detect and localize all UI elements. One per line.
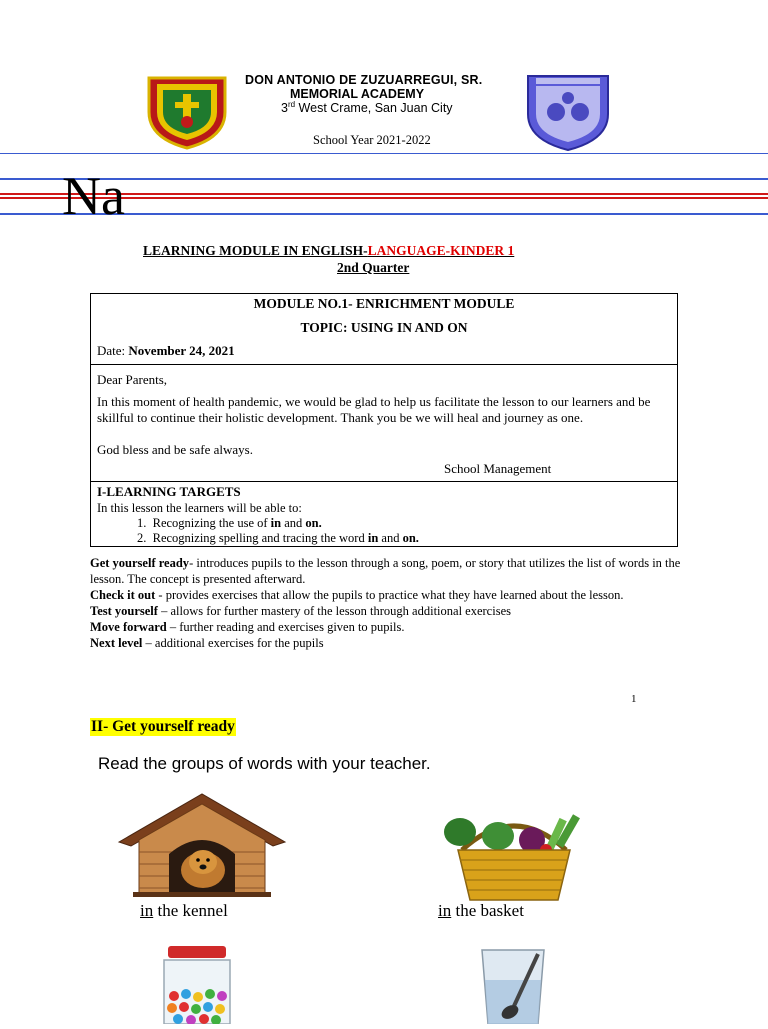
target-item-2: 2. Recognizing spelling and tracing the word in and on. — [137, 531, 419, 545]
school-name-line1: DON ANTONIO DE ZUZUARREGUI, SR. — [245, 73, 483, 87]
letter-signature: School Management — [444, 461, 552, 476]
vegetables-in-basket-icon — [440, 806, 588, 904]
desc-test-yourself: Test yourself – allows for further mastery of the lesson through additional exercises — [90, 604, 511, 618]
section2-instruction: Read the groups of words with your teacher. — [98, 754, 431, 773]
module-date: Date: November 24, 2021 — [97, 343, 235, 358]
letter-greeting: Dear Parents, — [97, 372, 168, 387]
name-label: Na — [62, 166, 125, 226]
module-info-box — [90, 293, 678, 365]
academy-seal-logo — [524, 72, 612, 152]
module-number: MODULE NO.1- ENRICHMENT MODULE — [253, 296, 515, 311]
candy-jar-icon — [158, 944, 236, 1024]
school-address: 3rd West Crame, San Juan City — [281, 100, 453, 116]
top-rule — [0, 153, 768, 154]
dog-in-kennel-icon — [113, 790, 291, 900]
spoon-in-glass-icon — [478, 946, 548, 1024]
desc-get-ready: Get yourself ready- introduces pupils to the lesson through a song, poem, or story that utilizes the list of words in the lesson. The concept is presented afterward. — [90, 556, 681, 586]
school-year: School Year 2021-2022 — [313, 133, 431, 147]
label-in-the-basket: in the basket — [438, 901, 524, 920]
desc-check-it-out: Check it out - provides exercises that allow the pupils to practice what they have learned about the lesson. — [90, 588, 624, 602]
module-title: LEARNING MODULE IN ENGLISH-LANGUAGE-KINDER 1 — [143, 243, 515, 258]
school-name-line2: MEMORIAL ACADEMY — [290, 87, 425, 101]
page-number: 1 — [631, 693, 637, 705]
desc-next-level: Next level – additional exercises for the pupils — [90, 636, 324, 650]
targets-heading: I-LEARNING TARGETS — [97, 484, 241, 499]
school-seal-logo — [143, 72, 231, 150]
letter-body: In this moment of health pandemic, we would be glad to help us facilitate the lesson to our learners and be skillful to continue their holistic development. Thank you be we will heal and journey as one. — [97, 394, 651, 425]
learning-targets-box — [90, 481, 678, 547]
targets-intro: In this lesson the learners will be able to: — [97, 501, 302, 515]
section-descriptions — [90, 555, 690, 651]
section2-heading: II- Get yourself ready — [91, 718, 235, 735]
parent-letter-box — [90, 364, 678, 482]
letter-closing: God bless and be safe always. — [97, 442, 253, 457]
label-in-the-kennel: in the kennel — [140, 901, 228, 920]
quarter-label: 2nd Quarter — [337, 260, 410, 275]
desc-move-forward: Move forward – further reading and exercises given to pupils. — [90, 620, 405, 634]
module-topic: TOPIC: USING IN AND ON — [300, 320, 468, 335]
target-item-1: 1. Recognizing the use of in and on. — [137, 516, 322, 530]
